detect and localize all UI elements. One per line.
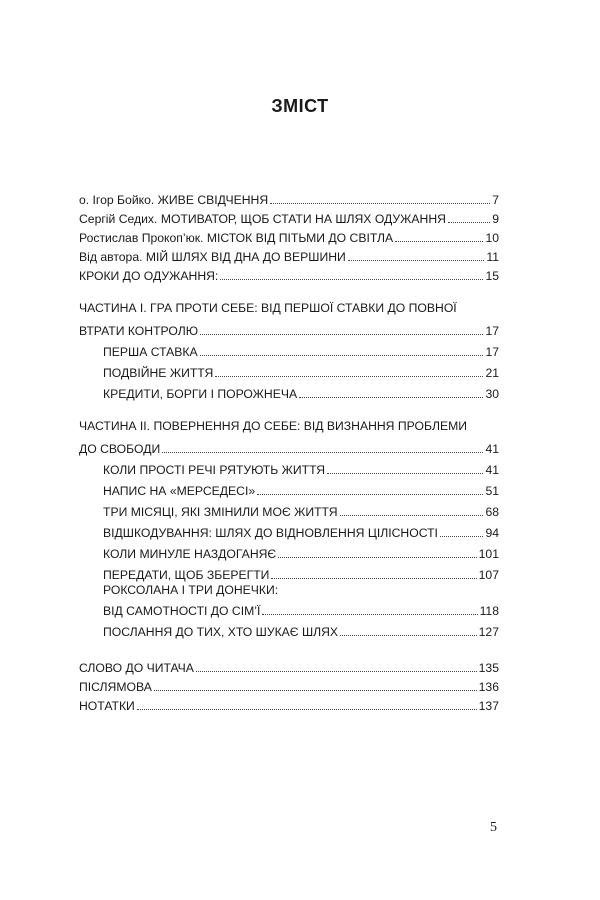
dot-leader (278, 557, 476, 558)
entry-title: ТРИ МІСЯЦІ, ЯКІ ЗМІНИЛИ МОЄ ЖИТТЯ (103, 505, 338, 519)
toc-entry[interactable] (103, 498, 499, 519)
dot-leader (271, 578, 476, 579)
toc-entry[interactable] (103, 380, 499, 401)
entry-page: 30 (485, 387, 499, 401)
entry-title: ЖИВЕ СВІДЧЕННЯ (157, 193, 269, 207)
toc-entry[interactable] (103, 561, 499, 582)
entry-title: КРЕДИТИ, БОРГИ І ПОРОЖНЕЧА (103, 387, 298, 401)
entry-title: КРОКИ ДО ОДУЖАННЯ: (79, 269, 219, 283)
toc-entry[interactable] (103, 519, 499, 540)
toc-entry[interactable] (79, 656, 499, 675)
entry-page: 17 (485, 345, 499, 359)
toc-entry[interactable] (79, 675, 499, 694)
dot-leader (340, 635, 477, 636)
part-title-line-1: ЧАСТИНА І. ГРА ПРОТИ СЕБЕ: ВІД ПЕРШОЇ СТАВКИ ДО ПОВНОЇ (79, 301, 457, 315)
entry-title: ПОСЛАННЯ ДО ТИХ, ХТО ШУКАЄ ШЛЯХ (103, 625, 339, 639)
toc-entry[interactable] (103, 359, 499, 380)
toc-entry[interactable] (79, 245, 499, 264)
toc-entry[interactable] (79, 226, 499, 245)
dot-leader (215, 376, 483, 377)
entry-page: 136 (478, 680, 499, 694)
entry-author: Від автора. (79, 250, 143, 264)
dot-leader (440, 536, 484, 537)
dot-leader (262, 614, 477, 615)
entry-page: 41 (485, 442, 499, 456)
entry-title: ПІСЛЯМОВА (79, 680, 152, 694)
entry-page: 101 (478, 547, 499, 561)
dot-leader (137, 709, 477, 710)
dot-leader (257, 494, 483, 495)
dot-leader (299, 397, 483, 398)
entry-page: 7 (492, 193, 499, 207)
entry-page: 15 (485, 269, 499, 283)
part-title-line-2: ВТРАТИ КОНТРОЛЮ (79, 324, 199, 338)
dot-leader (448, 222, 490, 223)
entry-title: МОТИВАТОР, ЩОБ СТАТИ НА ШЛЯХ ОДУЖАННЯ (160, 212, 446, 226)
entry-page: 107 (478, 568, 499, 582)
dot-leader (162, 452, 483, 453)
table-of-contents (79, 188, 499, 730)
entry-page: 137 (478, 699, 499, 713)
entry-page: 68 (485, 505, 499, 519)
entry-page: 94 (485, 526, 499, 540)
dot-leader (270, 203, 490, 204)
entry-page: 9 (492, 212, 499, 226)
dot-leader (154, 690, 477, 691)
dot-leader (340, 515, 484, 516)
toc-front-matter (79, 188, 499, 283)
entry-title: НАПИС НА «МЕРСЕДЕСІ» (103, 484, 256, 498)
entry-title: МІЙ ШЛЯХ ВІД ДНА ДО ВЕРШИНИ (145, 250, 346, 264)
entry-page: 118 (479, 604, 499, 618)
entry-author: Сергій Седих. (79, 212, 158, 226)
entry-author: Ростислав Прокоп’юк. (79, 231, 204, 245)
entry-title: МІСТОК ВІД ПІТЬМИ ДО СВІТЛА (206, 231, 394, 245)
toc-part-1 (79, 300, 499, 401)
toc-entry[interactable] (103, 338, 499, 359)
page-title: ЗМІСТ (271, 96, 329, 116)
entry-title: КОЛИ МИНУЛЕ НАЗДОГАНЯЄ (103, 547, 277, 561)
entry-title-line-1: РОКСОЛАНА І ТРИ ДОНЕЧКИ: (103, 583, 279, 597)
toc-entry[interactable] (103, 618, 499, 639)
entry-page: 41 (485, 463, 499, 477)
toc-part-heading[interactable] (79, 300, 499, 338)
toc-entry[interactable] (103, 540, 499, 561)
entry-title: ПЕРЕДАТИ, ЩОБ ЗБЕРЕГТИ (103, 568, 270, 582)
dot-leader (395, 241, 483, 242)
dot-leader (200, 334, 483, 335)
part-title-line-1: ЧАСТИНА ІІ. ПОВЕРНЕННЯ ДО СЕБЕ: ВІД ВИЗНАННЯ ПРОБЛЕМИ (79, 419, 468, 433)
dot-leader (220, 279, 483, 280)
toc-entry[interactable] (103, 456, 499, 477)
toc-entry[interactable] (79, 264, 499, 283)
entry-page: 11 (486, 250, 499, 264)
dot-leader (200, 355, 484, 356)
toc-back-matter (79, 656, 499, 713)
entry-title: ПОДВІЙНЕ ЖИТТЯ (103, 366, 214, 380)
toc-entry[interactable] (103, 477, 499, 498)
entry-page: 51 (485, 484, 499, 498)
toc-entry[interactable] (79, 207, 499, 226)
entry-author: о. Ігор Бойко. (79, 193, 155, 207)
entry-page: 135 (478, 661, 499, 675)
entry-page: 10 (485, 231, 499, 245)
entry-title: НОТАТКИ (79, 699, 135, 713)
toc-entry[interactable] (103, 582, 499, 618)
entry-page: 127 (478, 625, 499, 639)
toc-entry[interactable] (79, 694, 499, 713)
entry-title-line-2: ВІД САМОТНОСТІ ДО СІМ’Ї (103, 604, 261, 618)
entry-title: КОЛИ ПРОСТІ РЕЧІ РЯТУЮТЬ ЖИТТЯ (103, 463, 326, 477)
dot-leader (196, 671, 477, 672)
entry-page: 17 (485, 324, 499, 338)
toc-part-2 (79, 418, 499, 639)
dot-leader (327, 473, 483, 474)
part-title-line-2: ДО СВОБОДИ (79, 442, 161, 456)
toc-part-heading[interactable] (79, 418, 499, 456)
entry-title: СЛОВО ДО ЧИТАЧА (79, 661, 194, 675)
dot-leader (348, 260, 485, 261)
entry-page: 21 (485, 366, 499, 380)
entry-title: ПЕРША СТАВКА (103, 345, 198, 359)
page-number: 5 (490, 820, 497, 835)
toc-entry[interactable] (79, 188, 499, 207)
entry-title: ВІДШКОДУВАННЯ: ШЛЯХ ДО ВІДНОВЛЕННЯ ЦІЛІСНОСТІ (103, 526, 438, 540)
